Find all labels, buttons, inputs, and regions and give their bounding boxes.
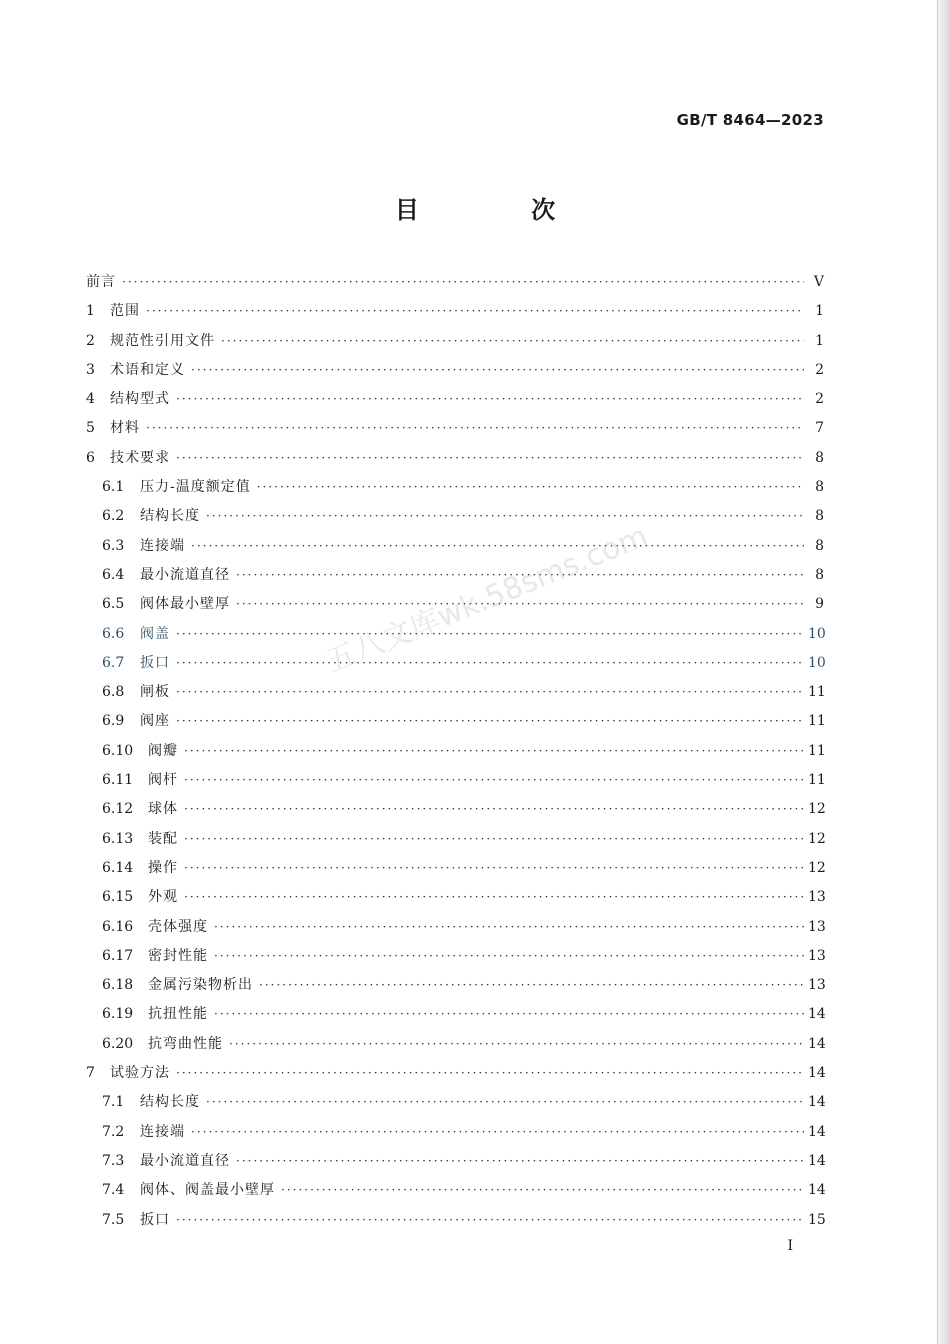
toc-entry-page: 14 (808, 1123, 826, 1140)
toc-entry[interactable] (86, 444, 824, 473)
document-number: GB/T 8464—2023 (676, 111, 824, 129)
toc-dot-leader (184, 825, 804, 854)
toc-entry-page: 8 (815, 449, 824, 466)
toc-entry[interactable] (86, 1176, 824, 1205)
toc-dot-leader (184, 854, 804, 883)
toc-entry-number: 6.4 (102, 566, 125, 583)
toc-entry-title: 密封性能 (148, 947, 208, 964)
toc-entry[interactable] (86, 327, 824, 356)
toc-entry-title: 试验方法 (110, 1065, 170, 1082)
toc-entry[interactable] (86, 356, 824, 385)
toc-dot-leader (176, 444, 804, 473)
toc-dot-leader (184, 737, 804, 766)
toc-entry[interactable] (86, 649, 824, 678)
toc-entry-title: 球体 (148, 801, 178, 818)
toc-dot-leader (176, 385, 804, 414)
toc-entry-title: 阀座 (140, 713, 170, 730)
toc-entry-number: 6.12 (102, 801, 134, 818)
toc-entry[interactable] (86, 766, 824, 795)
toc-entry-number: 6.17 (102, 947, 134, 964)
toc-entry-title: 扳口 (140, 654, 170, 671)
toc-entry-number: 6.3 (102, 537, 125, 554)
toc-entry-number: 6.15 (102, 889, 134, 906)
toc-entry-page: 14 (808, 1035, 826, 1052)
toc-entry-number: 6 (86, 449, 95, 466)
toc-entry[interactable] (86, 825, 824, 854)
toc-entry-page: 14 (808, 1065, 826, 1082)
toc-entry-title: 阀杆 (148, 772, 178, 789)
toc-entry-title: 抗弯曲性能 (148, 1035, 223, 1052)
toc-entry-number: 6.6 (102, 625, 125, 642)
toc-entry-number: 6.18 (102, 977, 134, 994)
toc-entry-title: 连接端 (140, 537, 185, 554)
toc-entry-number: 7.1 (102, 1094, 125, 1111)
toc-entry-page: 10 (808, 625, 826, 642)
toc-entry-page: 1 (815, 332, 824, 349)
toc-dot-leader (176, 1059, 804, 1088)
toc-dot-leader (281, 1176, 804, 1205)
toc-entry-title: 范围 (110, 303, 140, 320)
toc-dot-leader (184, 795, 804, 824)
toc-dot-leader (221, 327, 804, 356)
toc-entry[interactable] (86, 795, 824, 824)
toc-dot-leader (184, 883, 804, 912)
toc-entry[interactable] (86, 473, 824, 502)
toc-entry[interactable] (86, 1000, 824, 1029)
toc-dot-leader (236, 561, 804, 590)
toc-entry[interactable] (86, 532, 824, 561)
toc-entry-page: 12 (808, 859, 826, 876)
toc-dot-leader (122, 268, 804, 297)
toc-dot-leader (236, 1147, 804, 1176)
toc-dot-leader (176, 707, 804, 736)
toc-entry-page: 13 (808, 889, 826, 906)
toc-entry-page: 13 (808, 977, 826, 994)
toc-entry-title: 结构长度 (140, 508, 200, 525)
toc-entry-number: 6.2 (102, 508, 125, 525)
toc-dot-leader (259, 971, 804, 1000)
toc-entry-number: 6.8 (102, 684, 125, 701)
toc-entry[interactable] (86, 854, 824, 883)
toc-entry-title: 扳口 (140, 1211, 170, 1228)
toc-entry-title: 结构型式 (110, 391, 170, 408)
toc-dot-leader (206, 502, 804, 531)
toc-entry-page: 13 (808, 918, 826, 935)
watermark: 五八文库wk.58sms.com (320, 518, 653, 680)
toc-entry-number: 6.14 (102, 859, 134, 876)
toc-entry-number: 2 (86, 332, 95, 349)
toc-dot-leader (214, 1000, 804, 1029)
toc-entry-page: 8 (815, 479, 824, 496)
toc-entry-page: 11 (808, 713, 826, 730)
toc-dot-leader (214, 942, 804, 971)
toc-entry-title: 抗扭性能 (148, 1006, 208, 1023)
toc-entry-title: 最小流道直径 (140, 566, 230, 583)
toc-entry-page: 8 (815, 537, 824, 554)
toc-entry[interactable] (86, 678, 824, 707)
toc-entry-page: 14 (808, 1094, 826, 1111)
toc-entry-number: 6.7 (102, 654, 125, 671)
toc-dot-leader (206, 1088, 804, 1117)
toc-dot-leader (176, 1206, 804, 1235)
toc-entry[interactable] (86, 590, 824, 619)
toc-entry-page: 8 (815, 508, 824, 525)
toc-entry[interactable] (86, 620, 824, 649)
toc-entry-number: 3 (86, 361, 95, 378)
toc-entry-page: 11 (808, 772, 826, 789)
toc-dot-leader (191, 1118, 804, 1147)
toc-entry-number: 5 (86, 420, 95, 437)
toc-entry-page: 8 (815, 566, 824, 583)
toc-entry-number: 6.9 (102, 713, 125, 730)
toc-entry-number: 6.1 (102, 479, 125, 496)
toc-entry-title: 材料 (110, 420, 140, 437)
toc-entry-number: 7.3 (102, 1152, 125, 1169)
toc-entry-title: 技术要求 (110, 449, 170, 466)
toc-entry-title: 最小流道直径 (140, 1152, 230, 1169)
toc-entry[interactable] (86, 913, 824, 942)
toc-entry-page: 9 (815, 596, 824, 613)
toc-entry-title: 阀盖 (140, 625, 170, 642)
toc-entry-page: 10 (808, 654, 826, 671)
toc-entry-number: 6.10 (102, 742, 134, 759)
toc-entry-title: 阀瓣 (148, 742, 178, 759)
toc-entry-page: 2 (815, 391, 824, 408)
toc-entry[interactable] (86, 1059, 824, 1088)
toc-entry-number: 4 (86, 391, 95, 408)
toc-entry[interactable] (86, 1206, 824, 1235)
toc-entry-title: 压力-温度额定值 (140, 479, 251, 496)
toc-entry-title: 术语和定义 (110, 361, 185, 378)
toc-entry[interactable] (86, 1118, 824, 1147)
toc-entry-page: 14 (808, 1006, 826, 1023)
toc-dot-leader (176, 620, 804, 649)
toc-dot-leader (191, 356, 804, 385)
toc-entry[interactable] (86, 268, 824, 297)
toc-entry-number: 6.5 (102, 596, 125, 613)
toc-entry-number: 7.4 (102, 1182, 125, 1199)
toc-entry-page: 11 (808, 742, 826, 759)
toc-entry-page: V (813, 274, 824, 290)
toc-entry-page: 15 (808, 1211, 826, 1228)
toc-entry[interactable] (86, 1147, 824, 1176)
toc-entry-title: 闸板 (140, 684, 170, 701)
toc-entry-number: 6.16 (102, 918, 134, 935)
toc-entry-page: 12 (808, 801, 826, 818)
page-number: I (787, 1238, 793, 1254)
toc-dot-leader (176, 678, 804, 707)
toc-entry-number: 6.20 (102, 1035, 134, 1052)
toc-dot-leader (229, 1030, 804, 1059)
toc-entry-title: 连接端 (140, 1123, 185, 1140)
toc-entry-page: 13 (808, 947, 826, 964)
toc-dot-leader (176, 649, 804, 678)
toc-entry-page: 14 (808, 1152, 826, 1169)
toc-entry[interactable] (86, 385, 824, 414)
toc-entry-number: 6.13 (102, 830, 134, 847)
toc-entry[interactable] (86, 737, 824, 766)
toc-entry-title: 外观 (148, 889, 178, 906)
toc-dot-leader (236, 590, 804, 619)
toc-entry-page: 7 (815, 420, 824, 437)
toc-entry-number: 7.5 (102, 1211, 125, 1228)
toc-entry[interactable] (86, 1088, 824, 1117)
toc-entry[interactable] (86, 561, 824, 590)
toc-entry-page: 2 (815, 361, 824, 378)
toc-entry-page: 1 (815, 303, 824, 320)
toc-dot-leader (146, 297, 804, 326)
toc-entry[interactable] (86, 297, 824, 326)
toc-entry-number: 1 (86, 303, 95, 320)
toc-entry-page: 14 (808, 1182, 826, 1199)
toc-entry-title: 结构长度 (140, 1094, 200, 1111)
toc-entry-title: 装配 (148, 830, 178, 847)
page-title: 目 次 (394, 196, 608, 224)
toc-dot-leader (257, 473, 804, 502)
toc-entry[interactable] (86, 414, 824, 443)
toc-entry[interactable] (86, 971, 824, 1000)
toc-entry-title: 金属污染物析出 (148, 977, 253, 994)
toc-dot-leader (146, 414, 804, 443)
toc-entry[interactable] (86, 502, 824, 531)
toc-entry-title: 规范性引用文件 (110, 332, 215, 349)
toc-entry-page: 11 (808, 684, 826, 701)
toc-dot-leader (214, 913, 804, 942)
toc-entry-number: 6.19 (102, 1006, 134, 1023)
table-of-contents (86, 268, 824, 1235)
toc-entry-title: 操作 (148, 859, 178, 876)
toc-entry[interactable] (86, 883, 824, 912)
toc-dot-leader (184, 766, 804, 795)
toc-entry[interactable] (86, 707, 824, 736)
toc-dot-leader (191, 532, 804, 561)
toc-entry-number: 7 (86, 1065, 95, 1082)
toc-entry-number: 6.11 (102, 772, 134, 789)
toc-entry-title: 前言 (86, 274, 116, 290)
toc-entry-number: 7.2 (102, 1123, 125, 1140)
toc-entry-page: 12 (808, 830, 826, 847)
toc-entry[interactable] (86, 942, 824, 971)
toc-entry[interactable] (86, 1030, 824, 1059)
toc-entry-title: 壳体强度 (148, 918, 208, 935)
toc-entry-title: 阀体、阀盖最小壁厚 (140, 1182, 275, 1199)
toc-entry-title: 阀体最小壁厚 (140, 596, 230, 613)
